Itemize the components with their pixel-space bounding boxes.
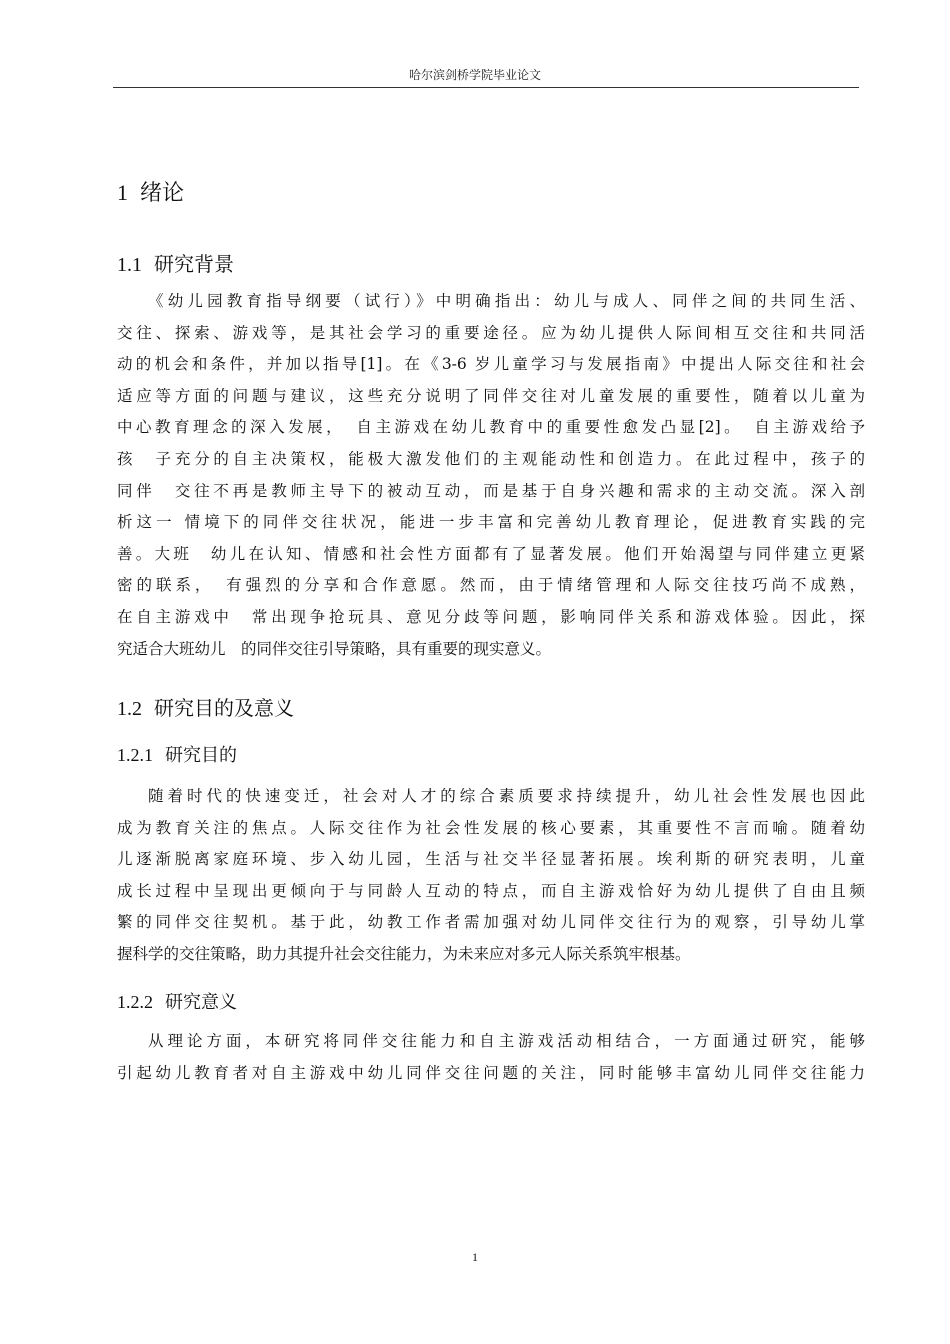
paragraph-line: 《幼儿园教育指导纲要（试行）》中明确指出：幼儿与成人、同伴之间的共同生活、 bbox=[148, 292, 865, 310]
chapter-heading bbox=[117, 176, 184, 207]
subsection-title: 研究目的 bbox=[165, 745, 237, 766]
section-heading-1-2 bbox=[117, 692, 294, 721]
running-header: 哈尔滨剑桥学院毕业论文 bbox=[408, 68, 541, 82]
paragraph-line: 成长过程中呈现出更倾向于与同龄人互动的特点，而自主游戏恰好为幼儿提供了自由且频 bbox=[117, 881, 865, 900]
paragraph-line: 从理论方面，本研究将同伴交往能力和自主游戏活动相结合，一方面通过研究，能够 bbox=[148, 1032, 865, 1050]
section-title: 研究目的及意义 bbox=[154, 696, 294, 720]
paragraph-research-significance bbox=[117, 1026, 865, 1089]
paragraph-research-background bbox=[117, 286, 865, 665]
paragraph-line: 究适合大班幼儿 的同伴交往引导策略，具有重要的现实意义。 bbox=[117, 639, 552, 658]
paragraph-line: 密的联系， 有强烈的分享和合作意愿。然而，由于情绪管理和人际交往技巧尚不成熟， bbox=[117, 576, 865, 595]
paragraph-line: 中心教育理念的深入发展， 自主游戏在幼儿教育中的重要性愈发凸显[2]。 自主游戏给予 bbox=[117, 418, 865, 437]
paragraph-line: 引起幼儿教育者对自主游戏中幼儿同伴交往问题的关注，同时能够丰富幼儿同伴交往能力 bbox=[117, 1063, 865, 1082]
subsection-title: 研究意义 bbox=[165, 992, 237, 1013]
paragraph-line: 交往、探索、游戏等，是其社会学习的重要途径。应为幼儿提供人际间相互交往和共同活 bbox=[117, 323, 865, 342]
paragraph-line: 动的机会和条件，并加以指导[1]。在《3-6 岁儿童学习与发展指南》中提出人际交往和社会 bbox=[117, 355, 865, 374]
paragraph-line: 握科学的交往策略，助力其提升社会交往能力，为未来应对多元人际关系筑牢根基。 bbox=[117, 944, 691, 963]
paragraph-line: 成为教育关注的焦点。人际交往作为社会性发展的核心要素，其重要性不言而喻。随着幼 bbox=[117, 818, 865, 837]
section-heading-1-1 bbox=[117, 248, 234, 277]
subsection-number: 1.2.1 bbox=[117, 745, 153, 765]
paragraph-line: 繁的同伴交往契机。基于此，幼教工作者需加强对幼儿同伴交往行为的观察，引导幼儿掌 bbox=[117, 913, 865, 932]
section-title: 研究背景 bbox=[154, 252, 234, 276]
paragraph-line: 善。大班 幼儿在认知、情感和社会性方面都有了显著发展。他们开始渴望与同伴建立更紧 bbox=[117, 544, 865, 563]
chapter-title: 绪论 bbox=[140, 181, 185, 206]
paragraph-line: 在自主游戏中 常出现争抢玩具、意见分歧等问题，影响同伴关系和游戏体验。因此，探 bbox=[117, 607, 865, 626]
subsection-heading-1-2-2 bbox=[117, 988, 237, 1014]
paragraph-line: 同伴 交往不再是教师主导下的被动互动，而是基于自身兴趣和需求的主动交流。深入剖 bbox=[117, 481, 865, 500]
section-number: 1.1 bbox=[117, 254, 142, 276]
paragraph-line: 儿逐渐脱离家庭环境、步入幼儿园，生活与社交半径显著拓展。埃利斯的研究表明，儿童 bbox=[117, 850, 865, 869]
header-rule bbox=[113, 87, 859, 88]
chapter-number: 1 bbox=[117, 180, 128, 205]
subsection-number: 1.2.2 bbox=[117, 992, 153, 1012]
section-number: 1.2 bbox=[117, 698, 142, 720]
paragraph-line: 随着时代的快速变迁，社会对人才的综合素质要求持续提升，幼儿社会性发展也因此 bbox=[148, 787, 865, 805]
subsection-heading-1-2-1 bbox=[117, 741, 237, 767]
paragraph-research-purpose bbox=[117, 781, 865, 971]
paragraph-line: 孩 子充分的自主决策权，能极大激发他们的主观能动性和创造力。在此过程中，孩子的 bbox=[117, 449, 865, 468]
page-number: 1 bbox=[472, 1250, 478, 1264]
paragraph-line: 析这一 情境下的同伴交往状况，能进一步丰富和完善幼儿教育理论，促进教育实践的完 bbox=[117, 513, 865, 532]
paragraph-line: 适应等方面的问题与建议，这些充分说明了同伴交往对儿童发展的重要性，随着以儿童为 bbox=[117, 386, 865, 405]
